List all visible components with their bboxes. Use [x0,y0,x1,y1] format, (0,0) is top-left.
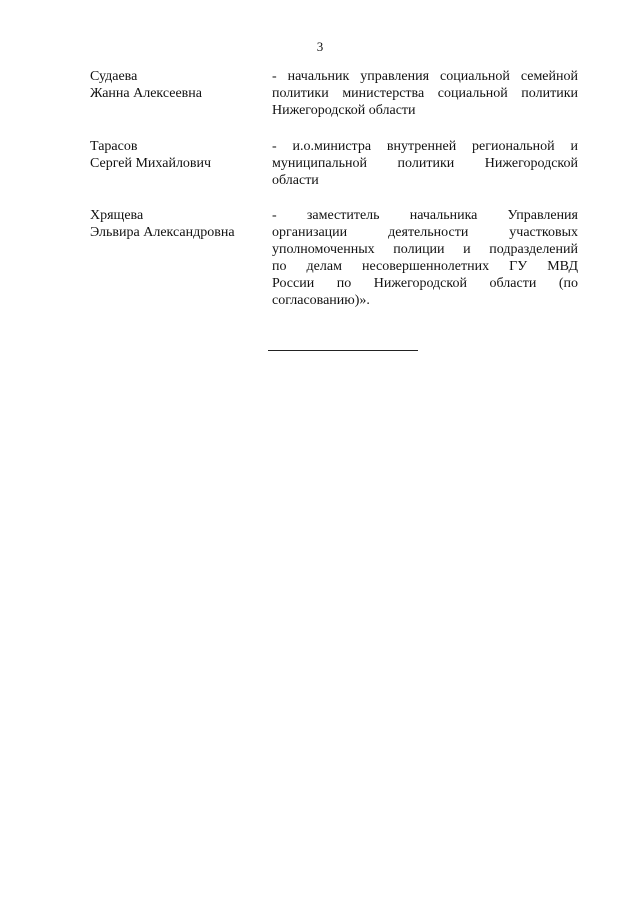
role-line: политики министерства социальной политики [272,86,578,101]
member-surname: Хрящева [90,208,144,223]
member-role [272,68,578,119]
member-name [90,138,265,172]
role-line: области [272,173,319,188]
member-role [272,207,578,309]
member-given-names: Жанна Алексеевна [90,86,202,101]
member-name [90,207,265,241]
role-line: - начальник управления социальной семейной [272,69,578,84]
end-rule [268,350,418,351]
role-line: по делам несовершеннолетних ГУ МВД [272,259,578,274]
member-surname: Тарасов [90,139,138,154]
member-surname: Судаева [90,69,138,84]
member-given-names: Сергей Михайлович [90,156,212,171]
role-line: - и.о.министра внутренней региональной и [272,139,578,154]
role-line: России по Нижегородской области (по [272,276,578,291]
role-line: согласованию)». [272,293,370,308]
member-given-names: Эльвира Александровна [90,225,235,240]
role-line: уполномоченных полиции и подразделений [272,242,578,257]
role-line: Нижегородской области [272,103,416,118]
member-name [90,68,265,102]
member-role [272,138,578,189]
role-line: муниципальной политики Нижегородской [272,156,578,171]
role-line: организации деятельности участковых [272,225,578,240]
role-line: - заместитель начальника Управления [272,208,578,223]
page-number: 3 [316,39,324,54]
